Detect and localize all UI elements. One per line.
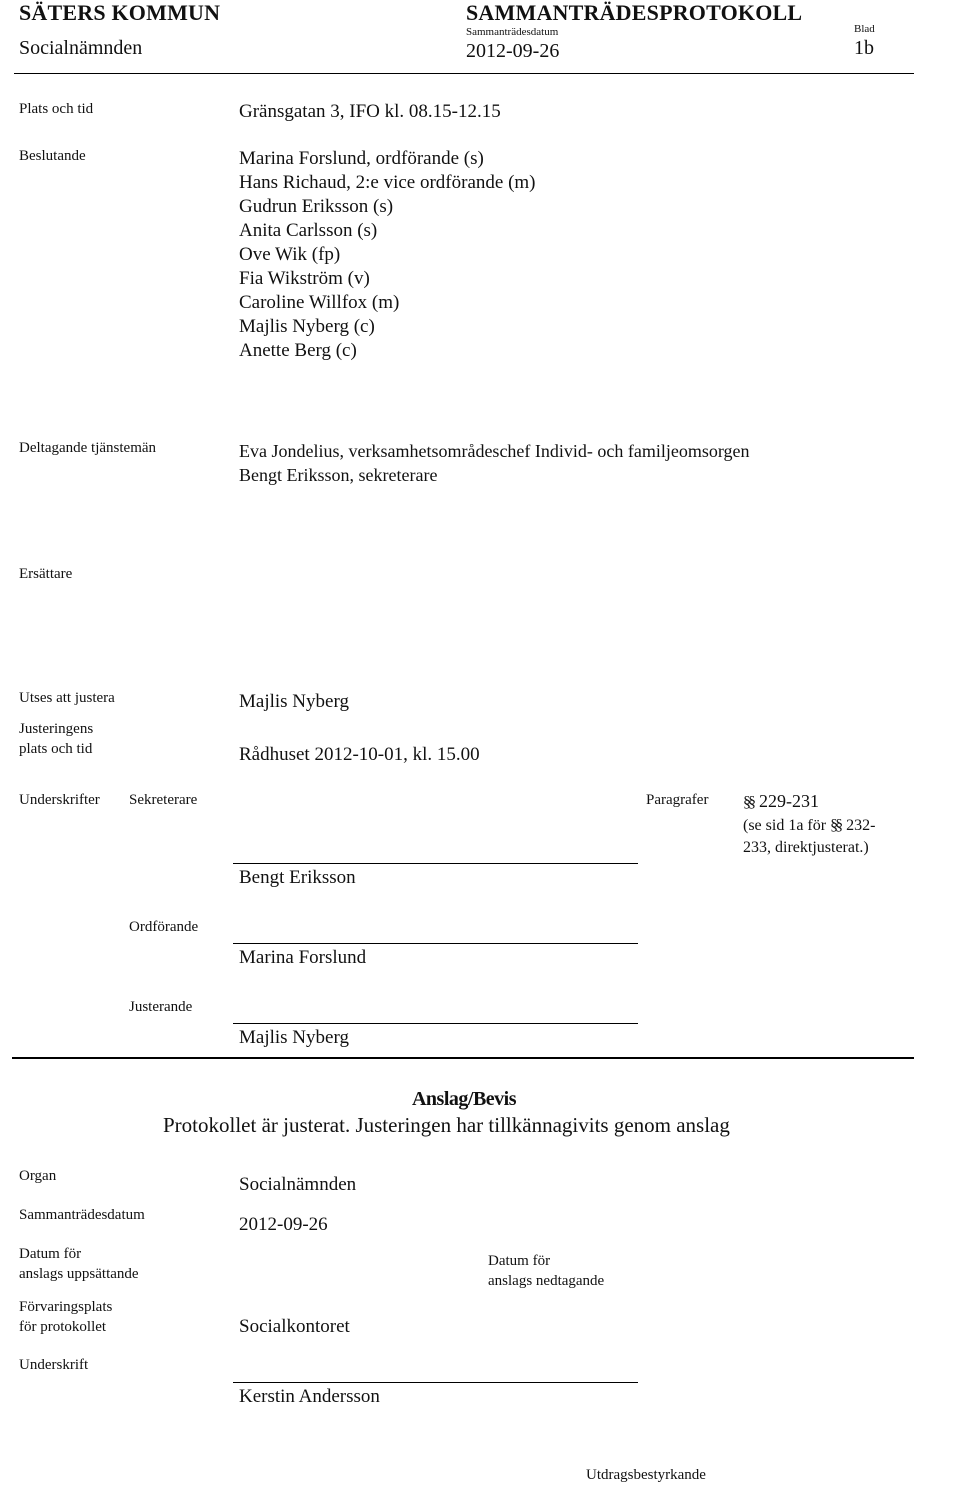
officials-label: Deltagande tjänstemän bbox=[19, 440, 157, 456]
official-item: Eva Jondelius, verksamhetsområdeschef Individ- och familjeomsorgen bbox=[239, 441, 750, 461]
place-value: Gränsgatan 3, IFO kl. 08.15-12.15 bbox=[239, 101, 501, 122]
header-divider bbox=[14, 73, 914, 74]
adjuster-signature-line bbox=[233, 1023, 638, 1024]
paragraphs-note-line2: 233, direktjusterat.) bbox=[743, 839, 869, 856]
organ-value: Socialnämnden bbox=[239, 1174, 357, 1195]
paragraphs-value: 229-231 bbox=[759, 791, 819, 811]
paragraphs-note-line1 bbox=[743, 815, 875, 837]
secretary-name: Bengt Eriksson bbox=[239, 867, 356, 888]
chair-name: Marina Forslund bbox=[239, 947, 367, 968]
chair-label: Ordförande bbox=[129, 919, 199, 935]
decider-item: Fia Wikström (v) bbox=[239, 268, 370, 289]
notice-meeting-date-value: 2012-09-26 bbox=[239, 1214, 328, 1235]
page-label: Blad bbox=[854, 23, 875, 35]
deciders-list bbox=[239, 147, 536, 363]
notice-subtitle: Protokollet är justerat. Justeringen har tillkännagivits genom anslag bbox=[163, 1113, 730, 1137]
official-item: Bengt Eriksson, sekreterare bbox=[239, 465, 438, 485]
certification-label: Utdragsbestyrkande bbox=[586, 1467, 706, 1483]
notice-divider bbox=[12, 1057, 914, 1059]
substitutes-label: Ersättare bbox=[19, 566, 73, 582]
decider-item: Hans Richaud, 2:e vice ordförande (m) bbox=[239, 172, 536, 193]
paragraph-symbol: §§ bbox=[743, 794, 753, 811]
paragraphs-value-line bbox=[743, 789, 819, 815]
decider-item: Anita Carlsson (s) bbox=[239, 220, 378, 241]
decider-item: Marina Forslund, ordförande (s) bbox=[239, 148, 484, 169]
officials-list bbox=[239, 439, 750, 487]
paragraph-symbol: §§ bbox=[830, 817, 841, 834]
adjuster-signature-label: Justerande bbox=[129, 999, 193, 1015]
adjust-place-value: Rådhuset 2012-10-01, kl. 15.00 bbox=[239, 744, 480, 765]
removed-date-label-line1: Datum för bbox=[488, 1253, 551, 1269]
meeting-date-label: Sammanträdesdatum bbox=[466, 26, 559, 38]
department-name: Socialnämnden bbox=[19, 37, 143, 59]
document-type: SAMMANTRÄDESPROTOKOLL bbox=[466, 0, 803, 25]
adjust-place-label-line2: plats och tid bbox=[19, 741, 93, 757]
signature-name: Kerstin Andersson bbox=[239, 1386, 380, 1407]
place-label: Plats och tid bbox=[19, 101, 94, 117]
deciders-label: Beslutande bbox=[19, 148, 86, 164]
removed-date-label-line2: anslags nedtagande bbox=[488, 1273, 605, 1289]
page-number: 1b bbox=[854, 37, 874, 59]
signatures-label: Underskrifter bbox=[19, 792, 100, 808]
paragraphs-note-text: (se sid 1a för bbox=[743, 817, 831, 834]
paragraphs-label: Paragrafer bbox=[646, 792, 709, 808]
decider-item: Gudrun Eriksson (s) bbox=[239, 196, 394, 217]
adjust-place-label-line1: Justeringens bbox=[19, 721, 94, 737]
secretary-signature-line bbox=[233, 863, 638, 864]
notice-meeting-date-label: Sammanträdesdatum bbox=[19, 1207, 145, 1223]
secretary-label: Sekreterare bbox=[129, 792, 198, 808]
decider-item: Caroline Willfox (m) bbox=[239, 292, 400, 313]
decider-item: Majlis Nyberg (c) bbox=[239, 316, 375, 337]
signature-label: Underskrift bbox=[19, 1357, 89, 1373]
adjuster-value: Majlis Nyberg bbox=[239, 691, 349, 712]
adjuster-name: Majlis Nyberg bbox=[239, 1027, 349, 1048]
notice-signature-line bbox=[233, 1382, 638, 1383]
meeting-date: 2012-09-26 bbox=[466, 40, 560, 62]
notice-title: Anslag/Bevis bbox=[411, 1088, 517, 1110]
paragraphs-note-range: 232- bbox=[846, 817, 876, 834]
posted-date-label-line2: anslags uppsättande bbox=[19, 1266, 139, 1282]
posted-date-label-line1: Datum för bbox=[19, 1246, 82, 1262]
storage-label-line1: Förvaringsplats bbox=[19, 1299, 113, 1315]
organ-label: Organ bbox=[19, 1168, 57, 1184]
decider-item: Ove Wik (fp) bbox=[239, 244, 341, 265]
decider-item: Anette Berg (c) bbox=[239, 340, 357, 361]
chair-signature-line bbox=[233, 943, 638, 944]
storage-label-line2: för protokollet bbox=[19, 1319, 107, 1335]
adjuster-label: Utses att justera bbox=[19, 690, 115, 706]
municipality-name: SÄTERS KOMMUN bbox=[19, 0, 221, 25]
storage-value: Socialkontoret bbox=[239, 1316, 350, 1337]
